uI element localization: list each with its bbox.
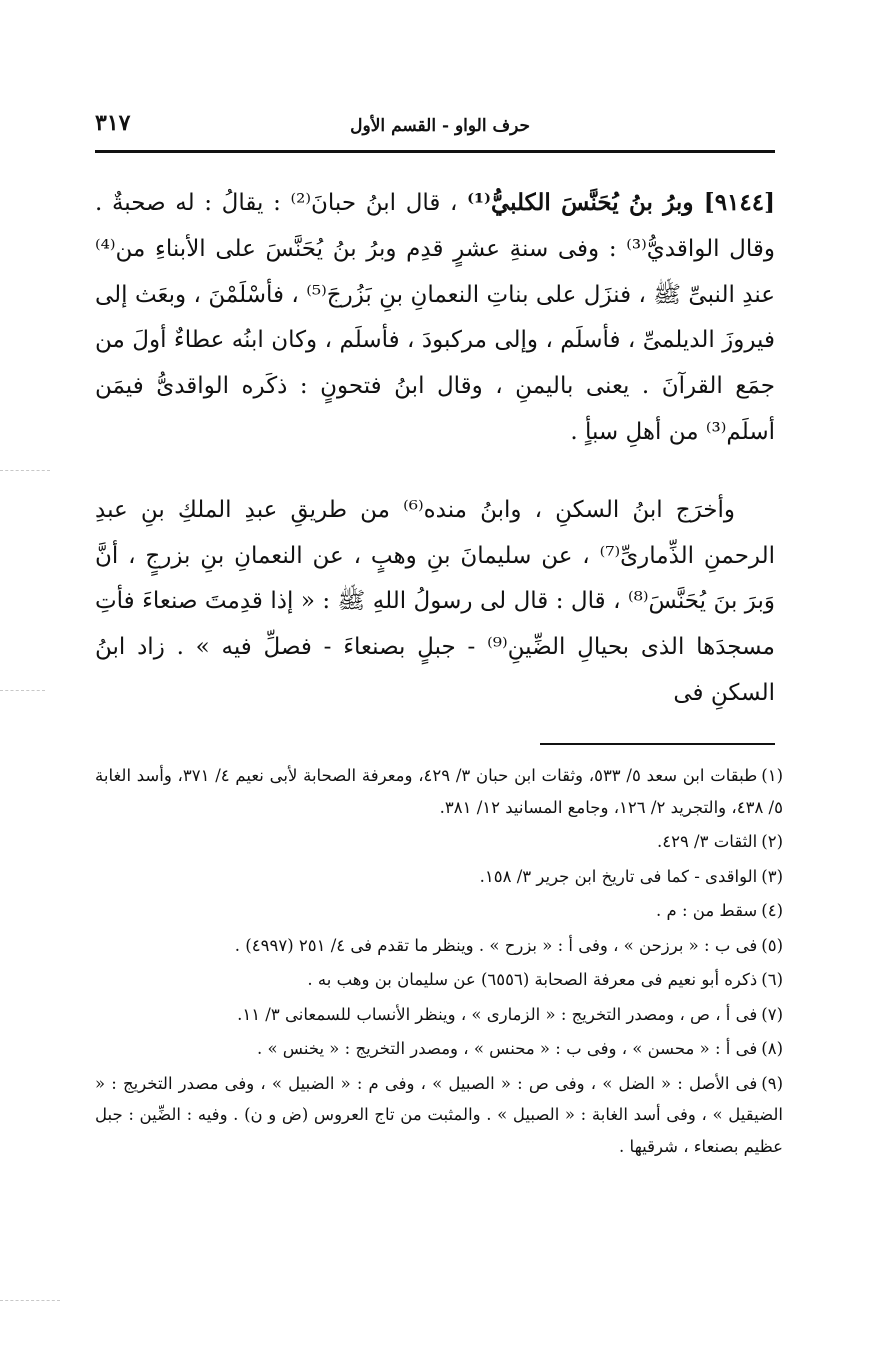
footnote xyxy=(95,999,783,1031)
footnote xyxy=(95,930,783,962)
footnote-number: (٤) xyxy=(761,901,783,920)
header-rule xyxy=(95,150,775,153)
footnote-number: (٨) xyxy=(761,1039,783,1058)
footnote-text: الواقدى - كما فى تاريخ ابن جرير ٣/ ١٥٨. xyxy=(479,866,758,886)
footnotes xyxy=(95,760,783,1165)
paragraph-1-text: ، قال ابنُ حبانَ⁽²⁾ : يقالُ : له صحبةٌ . وقال الواقديُّ⁽³⁾ : وفى سنةِ عشرٍ قدِم وبرُ بنُ يُحَنَّسَ على الأبناءِ من⁽⁴⁾ عندِ النبىِّ ﷺ ، فنزَل على بناتِ النعمانِ بنِ بَزُرجَ⁽⁵⁾ ، فأسْلَمْنَ ، وبعَث إلى فيروزَ الديلمىِّ ، فأسلَم ، وإلى مركبودَ ، فأسلَم ، وكان ابنُه عطاءٌ أولَ من جمَع القرآنَ . يعنى باليمنِ ، وقال ابنُ فتحونٍ : ذكَره الواقدىُّ فيمَن أسلَم⁽³⁾ من أهلِ سبأٍ . xyxy=(95,190,775,445)
footnote-number: (١) xyxy=(761,766,783,785)
footnote-text: الثقات ٣/ ٤٢٩. xyxy=(656,832,758,851)
footnote xyxy=(95,895,783,927)
footnote-text: فى ب : « برزحن » ، وفى أ : « بزرح » . وينظر ما تقدم فى ٤/ ٢٥١ (٤٩٩٧) . xyxy=(234,935,758,955)
footnote-text: سقط من : م . xyxy=(656,901,758,920)
footnote-number: (٥) xyxy=(761,935,783,955)
page-number: ٣١٧ xyxy=(95,110,131,136)
running-head: حرف الواو - القسم الأول xyxy=(350,116,530,136)
footnote-text: ذكره أبو نعيم فى معرفة الصحابة (٦٥٥٦) عن سليمان بن وهب به . xyxy=(307,970,758,989)
footnote-number: (٧) xyxy=(761,1004,783,1024)
footnote-number: (٦) xyxy=(761,970,783,989)
page-header xyxy=(95,108,775,148)
footnote-rule xyxy=(540,743,775,745)
footnote-text: فى الأصل : « الضل » ، وفى ص : « الصبيل » ، وفى م : « الضبيل » ، وفى مصدر التخريج : « الضيقيل » ، وفى أسد الغابة : « الصبيل » . والمثبت من تاج العروس (ض و ن) . وفيه : الضِّين : جبل عظيم بصنعاء ، شرقيها . xyxy=(95,1073,783,1156)
paragraph-1 xyxy=(95,180,775,456)
footnote-number: (٣) xyxy=(761,866,783,886)
footnote-number: (٩) xyxy=(761,1073,783,1093)
footnote xyxy=(95,826,783,858)
footnote-text: فى أ : « محسن » ، وفى ب : « محنس » ، ومصدر التخريج : « يخنس » . xyxy=(256,1039,758,1058)
footnote xyxy=(95,964,783,996)
footnote-text: طبقات ابن سعد ٥/ ٥٣٣، وثقات ابن حبان ٣/ ٤٢٩، ومعرفة الصحابة لأبى نعيم ٤/ ٣٧١، وأسد الغابة ٥/ ٤٣٨، والتجريد ٢/ ١٢٦، وجامع المسانيد ١٢/ ٣٨١. xyxy=(95,766,783,817)
scan-artifact xyxy=(0,690,45,691)
footnote xyxy=(95,861,783,893)
footnote xyxy=(95,760,783,823)
scan-artifact xyxy=(0,1300,60,1301)
main-text xyxy=(95,180,775,717)
footnote-number: (٢) xyxy=(761,832,783,851)
footnote-text: فى أ ، ص ، ومصدر التخريج : « الزمارى » ، وينظر الأنساب للسمعانى ٣/ ١١. xyxy=(237,1004,758,1024)
footnote xyxy=(95,1068,783,1163)
entry-heading: [٩١٤٤] وبرُ بنُ يُحَنَّسَ الكلبيُّ⁽¹⁾ xyxy=(467,189,775,216)
footnote xyxy=(95,1033,783,1065)
scan-artifact xyxy=(0,470,50,471)
paragraph-2: وأخرَج ابنُ السكنِ ، وابنُ منده⁽⁶⁾ من طريقِ عبدِ الملكِ بنِ عبدِ الرحمنِ الذِّمارىِّ⁽⁷⁾ ، عن سليمانَ بنِ وهبٍ ، عن النعمانِ بنِ بزرجٍ ، أنَّ وَبرَ بنَ يُحَنَّسَ⁽⁸⁾ ، قال : قال لى رسولُ اللهِ ﷺ : « إذا قدِمتَ صنعاءَ فأتِ مسجدَها الذى بحيالِ الضِّينِ⁽⁹⁾ - جبلٍ بصنعاءَ - فصلِّ فيه » . زاد ابنُ السكنِ فى xyxy=(95,496,776,706)
